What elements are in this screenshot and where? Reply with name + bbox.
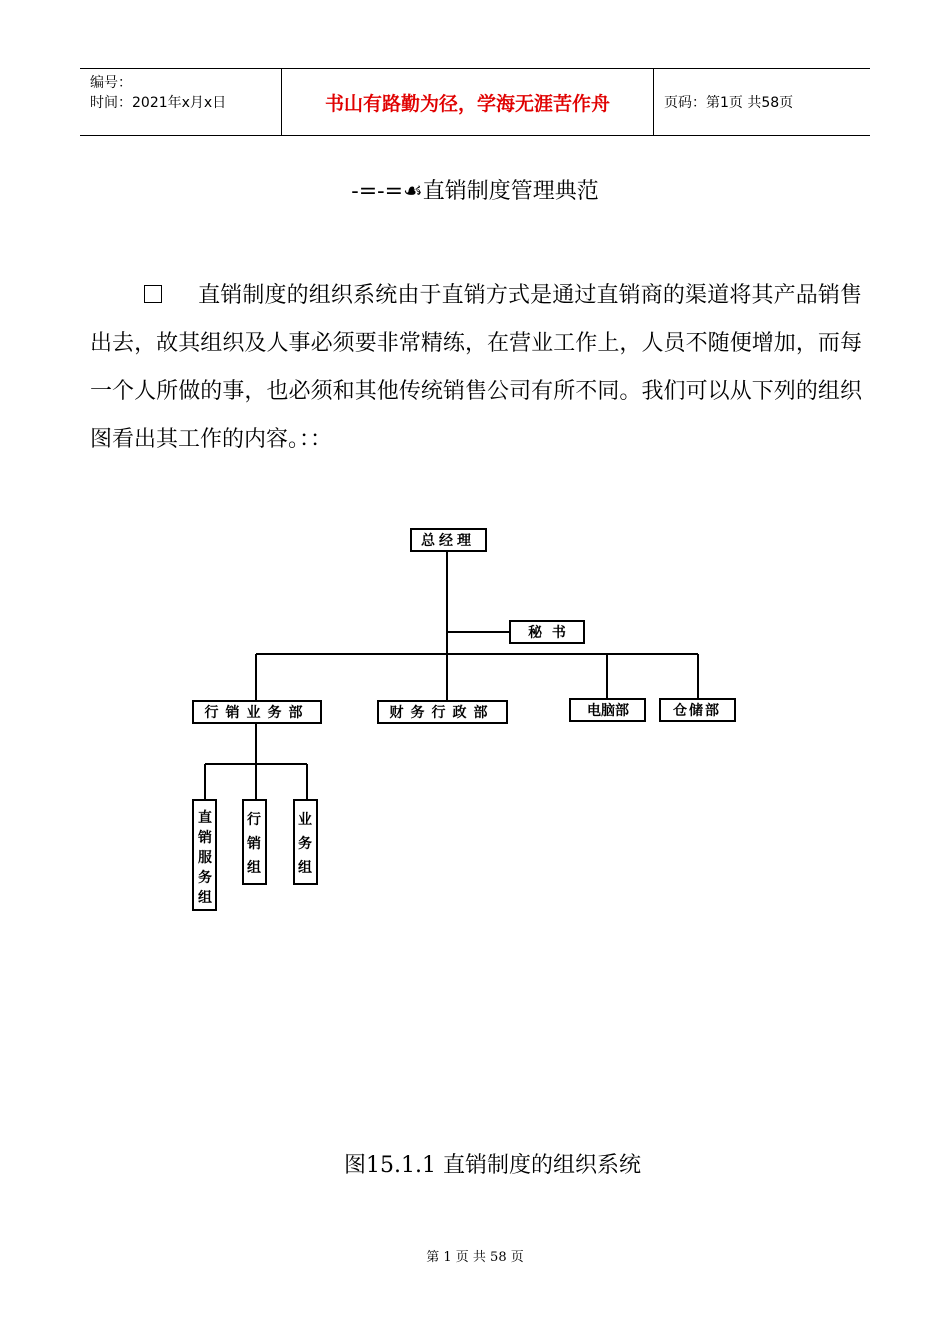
org-box-warehouse [660, 699, 735, 721]
org-box-secretary [510, 621, 584, 643]
org-label-direct-service: 直销服务组 [198, 810, 212, 906]
org-label-marketing: 行销业务部 [204, 705, 310, 721]
header-motto: 书山有路勤为径，学海无涯苦作舟 [282, 69, 654, 135]
org-box-finance [378, 701, 507, 723]
org-box-marketing-group [243, 800, 266, 884]
org-box-it [570, 699, 645, 721]
org-box-business-group [294, 800, 317, 884]
figure-caption: 图15.1.1 直销制度的组织系统 [344, 1153, 641, 1178]
document-date: 时间：2021年x月x日 [90, 95, 227, 111]
org-box-marketing [193, 701, 321, 723]
org-label-it: 电脑部 [587, 703, 629, 719]
org-label-warehouse: 仓储部 [673, 703, 721, 719]
org-label-ceo: 总经理 [421, 533, 475, 549]
org-box-ceo [411, 529, 486, 551]
page-footer: 第 1 页 共 58 页 [426, 1250, 524, 1265]
paragraph-lead: 直销制度的组织系统 [198, 283, 398, 308]
header-page-info: 页码：第1页 共58页 [664, 95, 794, 111]
org-label-business-group: 业务组 [298, 812, 312, 876]
org-label-secretary: 秘 书 [528, 625, 566, 641]
paragraph-text: 由于直销方式是通过直销商的渠道将其产品销售出去，故其组织及人事必须要非常精练，在营业工作上，人员不随便增加，而每一个人所做的事，也必须和其他传统销售公司有所不同。我们可以从下列的组织图看出其工作的内容。：： [90, 283, 862, 452]
org-label-finance: 财务行政部 [389, 705, 495, 721]
document-title: -=-=☙直销制度管理典范 [351, 179, 599, 204]
org-box-direct-service [193, 800, 216, 910]
document-number-label: 编号： [90, 75, 132, 91]
org-chart-connectors [205, 551, 698, 800]
org-label-marketing-group: 行销组 [247, 812, 261, 876]
